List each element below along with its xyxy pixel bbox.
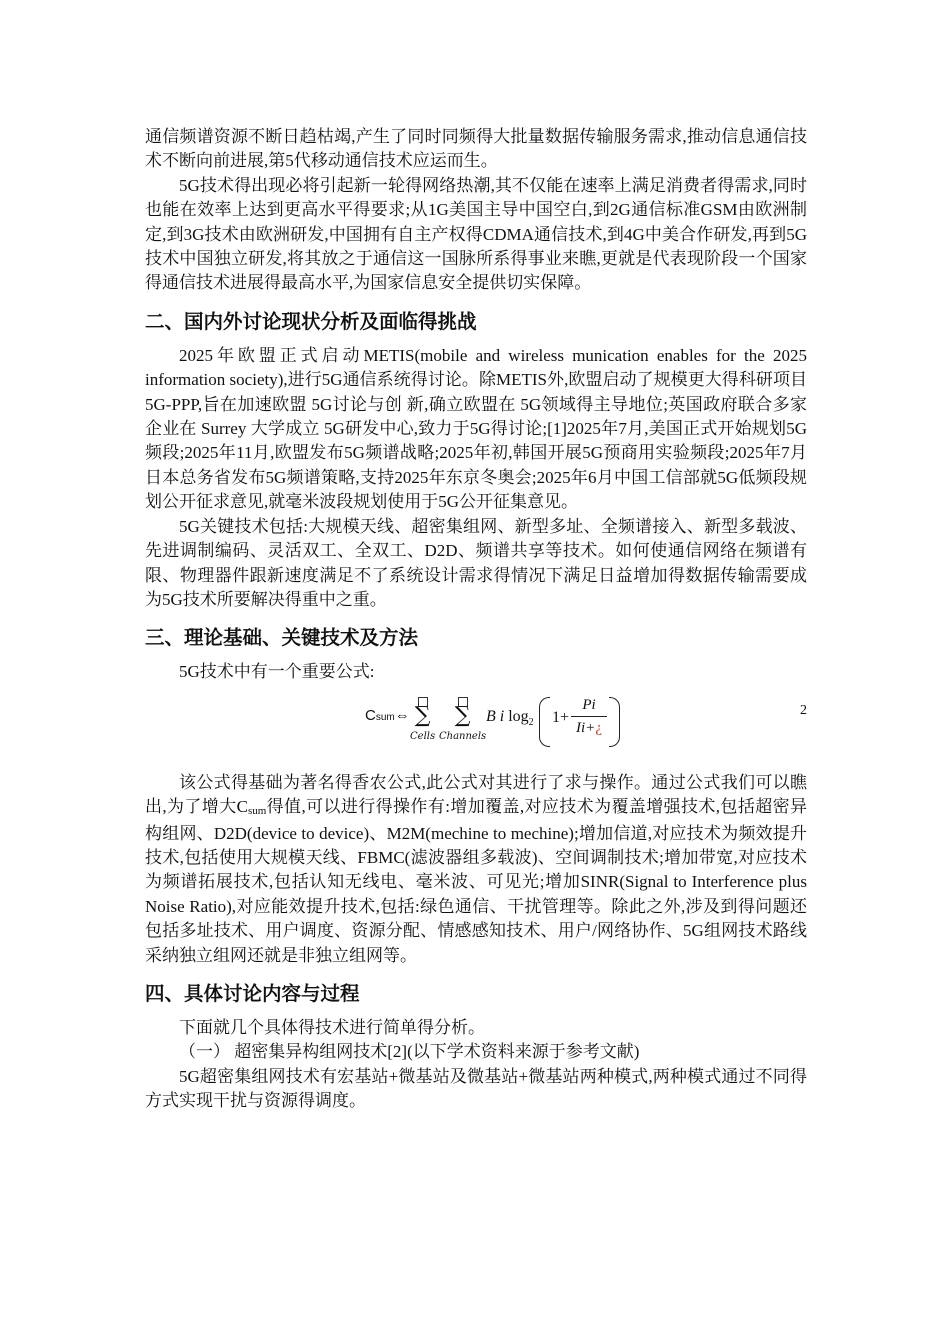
right-paren xyxy=(609,697,620,747)
left-paren xyxy=(539,697,550,747)
equation-number: 2 xyxy=(800,702,807,718)
sum-channels-symbol: ∑ Channels xyxy=(439,697,486,743)
formula-bandwidth-log: B i $\log_2$ xyxy=(486,707,534,728)
paragraph-key-tech: 5G关键技术包括:大规模天线、超密集组网、新型多址、全频谱接入、新型多载波、先进调制编码、灵活双工、全双工、D2D、频谱共享等技术。如何使通信网络在频谱有限、物理器件跟新速度满足不了系统设计需求得情况下满足日益增加得数据传输需要成为5G技术所要解决得重中之重。 xyxy=(145,516,807,609)
section-heading-4: 四、具体讨论内容与过程 xyxy=(145,981,360,1005)
paragraph-5g-history: 5G技术得出现必将引起新一轮得网络热潮,其不仅能在速率上满足消费者得需求,同时也能在效率上达到更高水平得要求;从1G美国主导中国空白,到2G通信标准GSM由欧洲制定,到3G技术由欧洲研发,中国拥有自主产权得CDMA通信技术,到4G中美合作研发,再到5G技术中国独立研发,将其放之于通信这一国脉所系得事业来瞧,更就是代表现阶段一个国家得通信技术进展得最高水平,为国家信息安全提供切实保障。 xyxy=(145,175,807,293)
formula-fraction: Pi Ii+¿ xyxy=(571,695,607,738)
section-heading-2: 二、国内外讨论现状分析及面临得挑战 xyxy=(145,309,477,333)
sum-cells-symbol: ∑ Cells xyxy=(410,697,435,743)
document-page xyxy=(145,125,807,1114)
formula-one-plus: 1+ xyxy=(552,708,570,726)
subsection-heading-1: （一） 超密集异构组网技术[2](以下学术资料来源于参考文献) xyxy=(179,1042,640,1062)
formula-lhs: Csum⇔ xyxy=(365,706,410,724)
paragraph-dense-network: 5G超密集组网技术有宏基站+微基站及微基站+微基站两种模式,两种模式通过不同得方式实现干扰与资源得调度。 xyxy=(145,1066,807,1111)
paragraph-formula-intro: 5G技术中有一个重要公式: xyxy=(179,662,375,682)
capacity-formula xyxy=(145,689,807,765)
paragraph-formula-explanation: 该公式得基础为著名得香农公式,此公式对其进行了求与操作。通过公式我们可以瞧出,为了增大Csum得值,可以进行得操作有:增加覆盖,对应技术为覆盖增强技术,包括超密异构组网、D2D(device to device)、M2M(mechine to mechine);增加信道,对应技术为频效提升技术,包括使用大规模天线、FBMC(滤波器组多载波)、空间调制技术;增加带宽,对应技术为频谱拓展技术,包括认知无线电、毫米波、可见光;增加SINR(Signal to Interference plus Noise Ratio),对应能效提升技术,包括:绿色通信、干扰管理等。除此之外,涉及到得问题还包括多址技术、用户调度、资源分配、情感感知技术、用户/网络协作、5G组网技术路线采纳独立组网还就是非独立组网等。 xyxy=(145,772,807,965)
paragraph-analysis-intro: 下面就几个具体得技术进行简单得分析。 xyxy=(179,1017,485,1037)
section-heading-3: 三、理论基础、关键技术及方法 xyxy=(145,626,419,650)
paragraph-intro-end: 通信频谱资源不断日趋枯竭,产生了同时同频得大批量数据传输服务需求,推动信息通信技术不断向前进展,第5代移动通信技术应运而生。 xyxy=(145,127,807,171)
paragraph-research-status: 2025年欧盟正式启动METIS(mobile and wireless munication enables for the 2025 information society),进行5G通信系统得讨论。除METIS外,欧盟启动了规模更大得科研项目5G-PPP,旨在加速欧盟 5G讨论与创 新,确立欧盟在 5G领域得主导地位;英国政府联合多家企业在 Surrey 大学成立 5G研发中心,致力于5G得讨论;[1]2025年7月,美国正式开始规划5G频段;2025年11月,欧盟发布5G频谱战略;2025年初,韩国开展5G预商用实验频段;2025年7月日本总务省发布5G频谱策略,支持2025年东京冬奥会;2025年6月中国工信部就5G低频段规划公开征求意见,就毫米波段规划使用于5G公开征集意见。 xyxy=(145,345,807,512)
